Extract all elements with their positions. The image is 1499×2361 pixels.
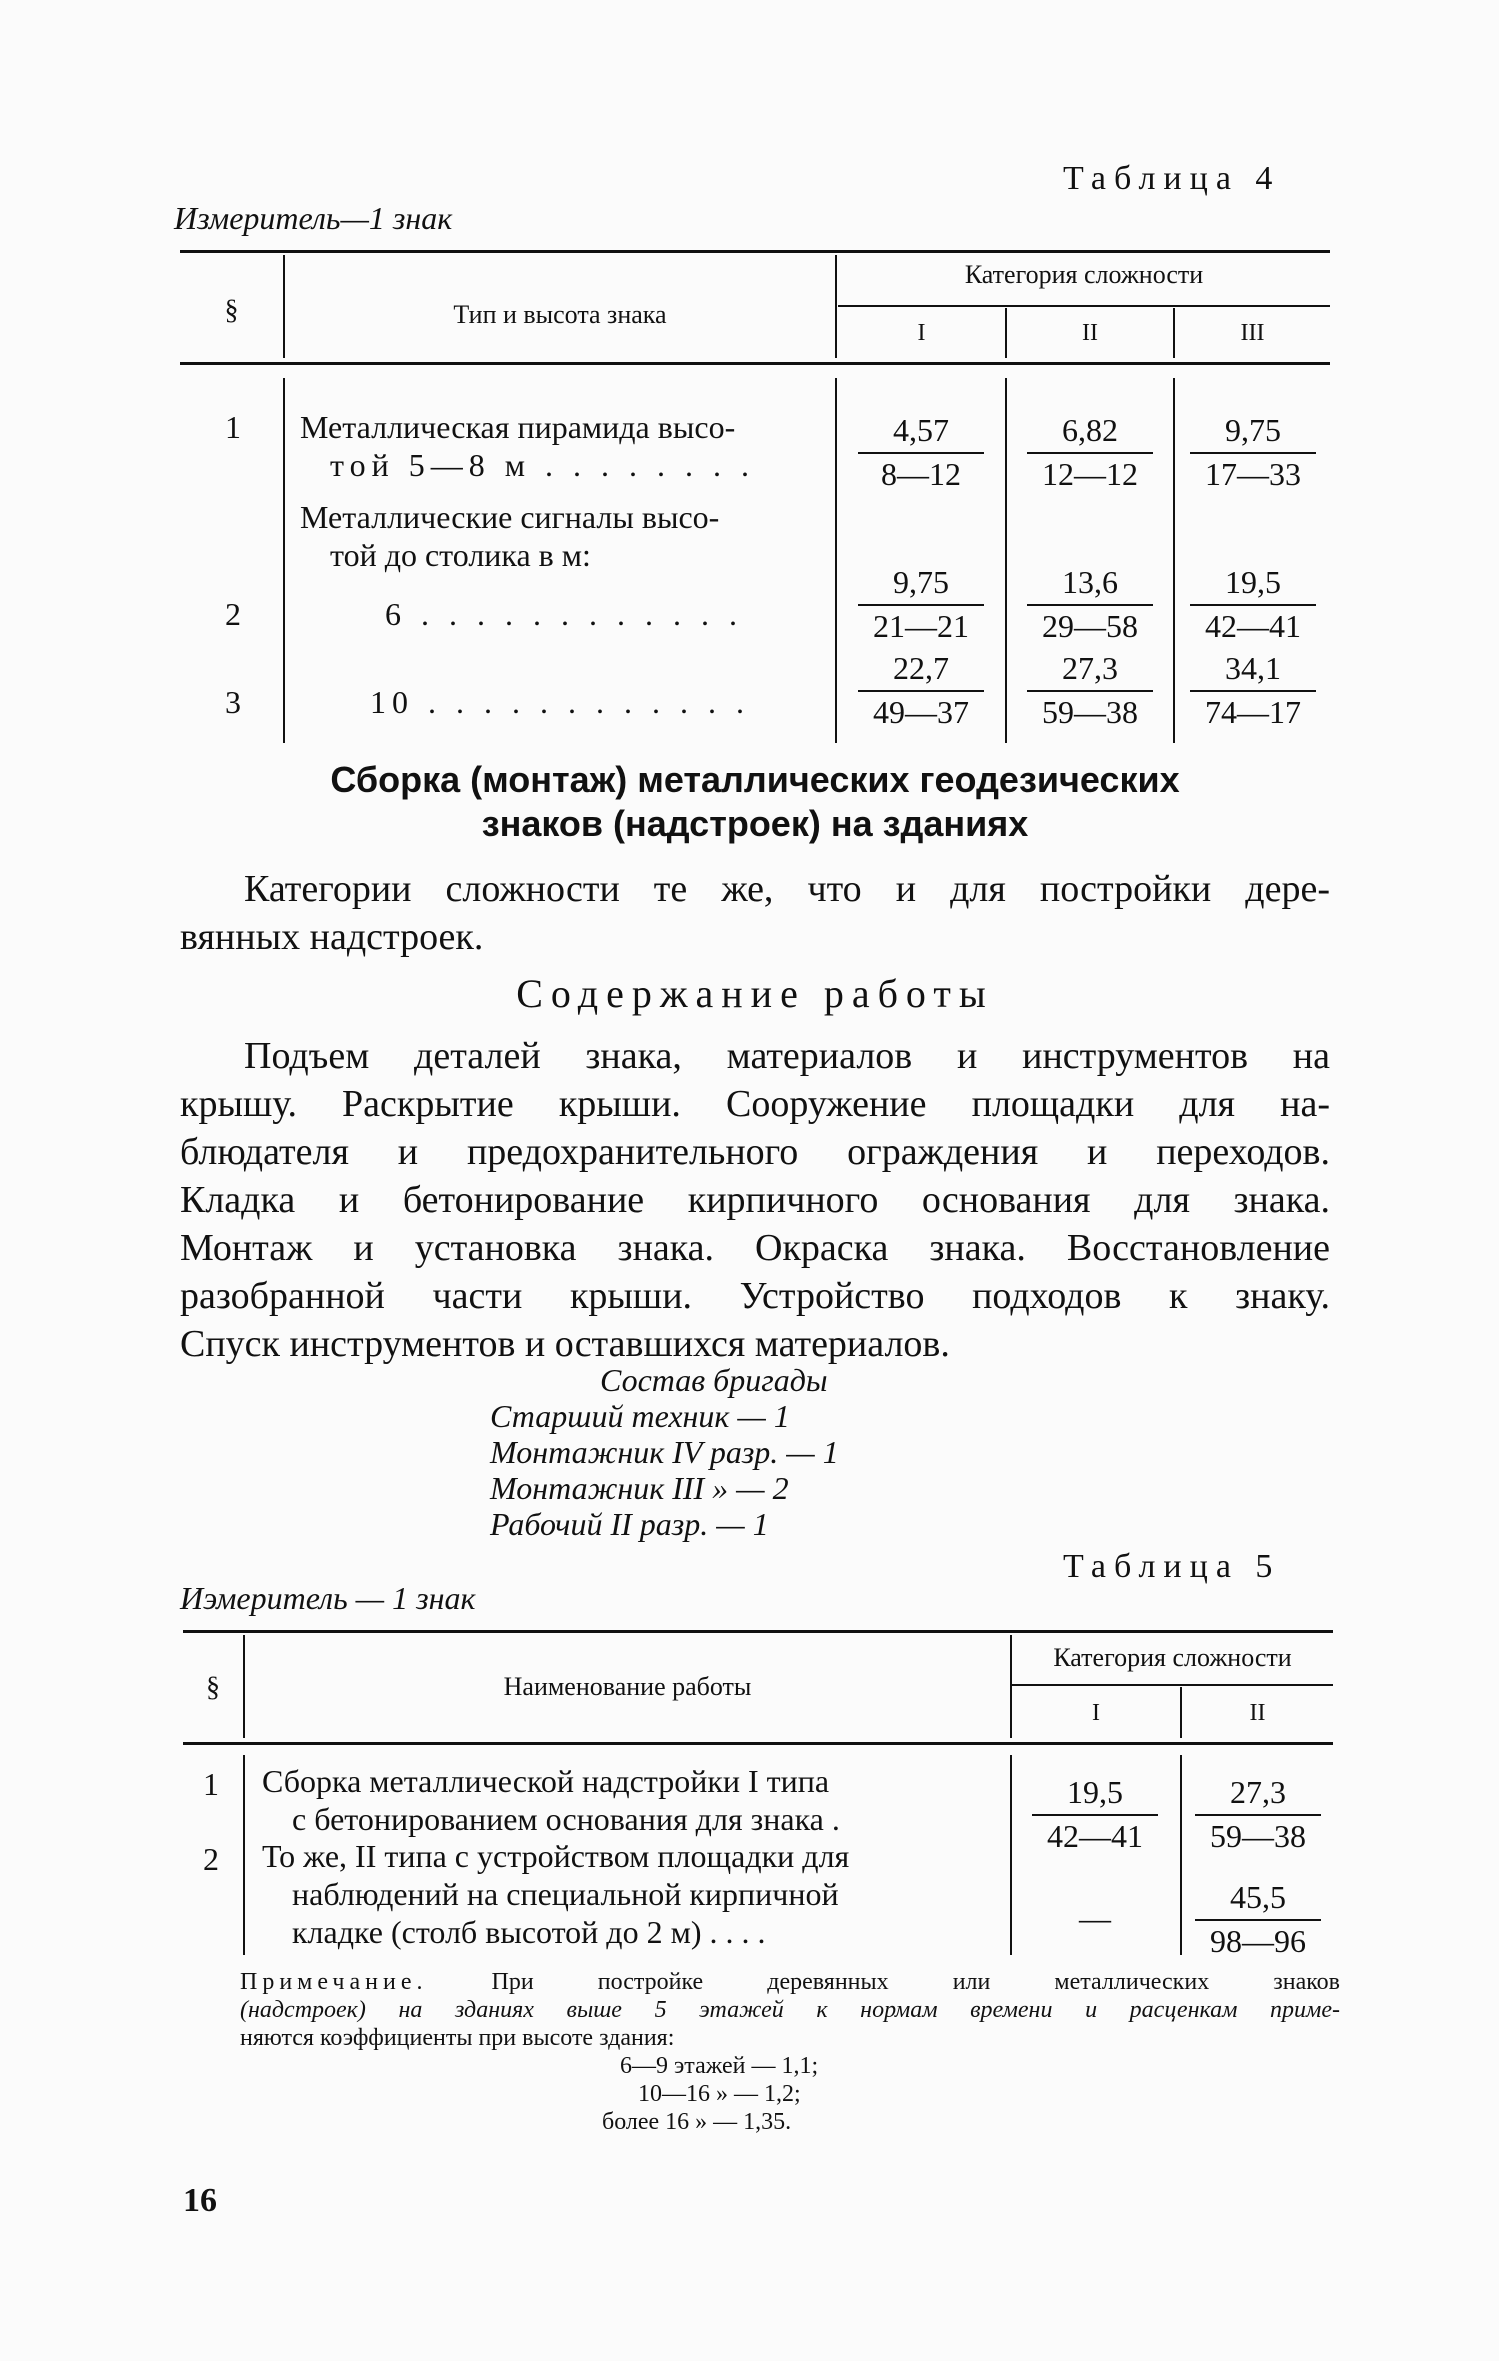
table5-col-category: Категория сложности	[1053, 1643, 1292, 1672]
table5-row-number: 1	[203, 1766, 219, 1802]
table4-value: $\frac{22,7}{49—37}$	[846, 648, 996, 732]
table5-row-line: кладке (столб высотой до 2 м) . . . .	[292, 1914, 766, 1950]
brigade-line: Монтажник III » — 2	[490, 1470, 789, 1506]
table5-row-line: наблюдений на специальной кирпичной	[292, 1876, 839, 1912]
table4-row-text: 10 . . . . . . . . . . . .	[370, 684, 750, 720]
table4-cat-col: I	[917, 320, 926, 346]
table4-value: $\frac{34,1}{74—17}$	[1178, 648, 1328, 732]
table4-value: $\frac{6,82}{12—12}$	[1015, 410, 1165, 494]
content-line: крышу. Раскрытие крыши. Сооружение площадки для на-	[180, 1083, 1330, 1125]
content-line: Спуск инструментов и оставшихся материалов.	[180, 1323, 950, 1365]
brigade-line: Старший техник — 1	[490, 1398, 790, 1434]
content-line: блюдателя и предохранительного ограждения и переходов.	[180, 1131, 1330, 1173]
table4-row-text: Металлическая пирамида высо-	[300, 409, 736, 445]
table5-value: $\frac{19,5}{42—41}$	[1020, 1772, 1170, 1856]
table4-col-type: Тип и высота знака	[453, 300, 667, 329]
table4-row-number: 3	[225, 684, 241, 720]
table5-label: Таблица 5	[1063, 1548, 1281, 1585]
brigade-line: Рабочий II разр. — 1	[490, 1506, 769, 1542]
content-line: Монтаж и установка знака. Окраска знака. Восстановление	[180, 1227, 1330, 1269]
table4-header-rule	[180, 362, 1330, 365]
table4-cat-col: III	[1240, 320, 1265, 346]
table5-row-line: с бетонированием основания для знака .	[292, 1801, 840, 1837]
note-coef: 10—16 » — 1,2;	[638, 2081, 801, 2107]
table5-top-rule	[183, 1630, 1333, 1633]
table4-row-text: Металлические сигналы высо-	[300, 499, 720, 535]
content-line: Подъем деталей знака, материалов и инструментов на	[244, 1035, 1330, 1077]
table5-row-line: То же, II типа с устройством площадки для	[262, 1838, 850, 1874]
table5-body-vline	[1180, 1755, 1182, 1955]
note-line: няются коэффициенты при высоте здания:	[240, 2025, 675, 2051]
table4-value: $\frac{9,75}{21—21}$	[846, 562, 996, 646]
table4-header-vline	[835, 255, 837, 358]
table4-body-vline	[283, 378, 285, 743]
table4-value: $\frac{27,3}{59—38}$	[1015, 648, 1165, 732]
table5-value: $\frac{27,3}{59—38}$	[1183, 1772, 1333, 1856]
note-line: При постройке деревянных или металлических знаков	[491, 1969, 1340, 1995]
section-intro-line: Категории сложности те же, что и для постройки дере-	[244, 868, 1330, 910]
table5-value: $\frac{45,5}{98—96}$	[1183, 1877, 1333, 1961]
table4-col-category: Категория сложности	[964, 260, 1204, 289]
note	[240, 1968, 1340, 2136]
table4-row-text: 6 . . . . . . . . . . . .	[385, 596, 743, 632]
note-coef: 6—9 этажей — 1,1;	[620, 2053, 819, 2079]
table4-value: $\frac{13,6}{29—58}$	[1015, 562, 1165, 646]
section-intro	[180, 865, 1330, 961]
table4-top-rule	[180, 250, 1330, 253]
table5-body-vline	[243, 1755, 245, 1955]
table5-value-empty: —	[1079, 1900, 1111, 1936]
note-line: (надстроек) на зданиях выше 5 этажей к нормам времени и расценкам приме-	[240, 1997, 1340, 2023]
table4-cat-col: II	[1082, 320, 1098, 346]
table5-subheader-rule	[1012, 1684, 1333, 1686]
table4-col-section: §	[224, 295, 239, 326]
table5-header-rule	[183, 1742, 1333, 1745]
section-intro-line: вянных надстроек.	[180, 916, 484, 958]
brigade-line: Монтажник IV разр. — 1	[490, 1434, 839, 1470]
table4-subheader-rule	[838, 305, 1330, 307]
page-number: 16	[183, 2182, 217, 2219]
table4-row-text: той до столика в м:	[330, 537, 591, 573]
brigade	[490, 1362, 839, 1542]
table5-body-vline	[1010, 1755, 1012, 1955]
table5-row-number: 2	[203, 1841, 219, 1877]
content-line: Кладка и бетонирование кирпичного основания для знака.	[180, 1179, 1330, 1221]
table5-measure: Иэмеритель — 1 знак	[180, 1580, 476, 1616]
table4-value: $\frac{9,75}{17—33}$	[1178, 410, 1328, 494]
table4-measure: Измеритель—1 знак	[174, 200, 453, 236]
table5-cat-col: II	[1249, 1700, 1266, 1726]
table5-col-name: Наименование работы	[503, 1672, 752, 1701]
table5-col-section: §	[206, 1672, 220, 1703]
table4-row-text: той 5—8 м . . . . . . . .	[330, 447, 755, 483]
table4-body-vline	[1173, 378, 1175, 743]
content-title: Содержание работы	[516, 971, 994, 1016]
section-heading	[180, 758, 1330, 846]
table5-row-line: Сборка металлической надстройки I типа	[262, 1763, 830, 1799]
table4-row-number: 2	[225, 596, 241, 632]
table4-label: Таблица 4	[1063, 160, 1281, 197]
section-heading-line: знаков (надстроек) на зданиях	[481, 803, 1029, 844]
content-line: разобранной части крыши. Устройство подходов к знаку.	[180, 1275, 1330, 1317]
table4-body-vline	[1005, 378, 1007, 743]
section-heading-line: Сборка (монтаж) металлических геодезических	[330, 759, 1180, 800]
table4-row-number: 1	[225, 409, 241, 445]
table4-value: $\frac{4,57}{8—12}$	[846, 410, 996, 494]
note-label: Примечание.	[240, 1969, 428, 1995]
table5-cat-col: I	[1092, 1700, 1100, 1726]
brigade-title: Состав бригады	[600, 1362, 828, 1398]
table4-value: $\frac{19,5}{42—41}$	[1178, 562, 1328, 646]
table5-row-text	[262, 1837, 849, 1951]
note-coef: более 16 » — 1,35.	[602, 2109, 792, 2135]
content-text	[180, 1032, 1330, 1368]
table5-row-text	[262, 1762, 840, 1838]
table4-body-vline	[835, 378, 837, 743]
